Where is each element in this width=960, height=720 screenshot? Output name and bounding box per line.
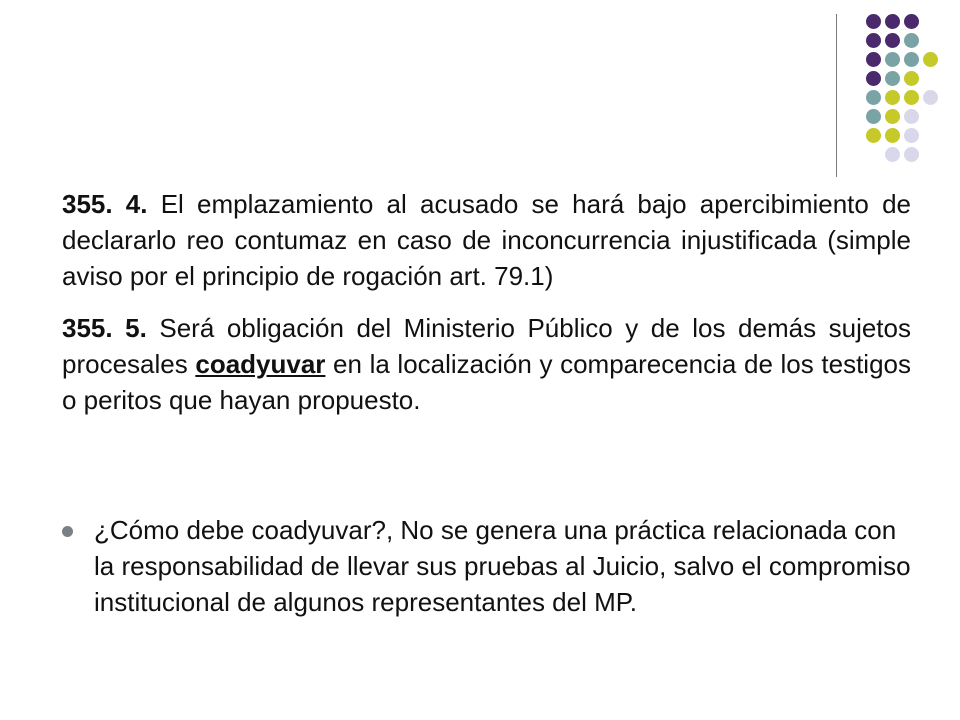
vertical-divider-line — [836, 14, 837, 177]
decorative-dot — [866, 128, 881, 143]
underlined-term: coadyuvar — [195, 349, 326, 379]
decorative-dot — [866, 90, 881, 105]
decorative-dot — [904, 128, 919, 143]
decorative-dot — [866, 14, 881, 29]
decorative-dot — [866, 71, 881, 86]
decorative-dot — [904, 147, 919, 162]
decorative-dot — [885, 33, 900, 48]
decorative-dot — [885, 109, 900, 124]
decorative-dot — [866, 33, 881, 48]
paragraph-355-4 — [62, 186, 911, 294]
paragraph-355-5 — [62, 310, 911, 418]
decorative-dot — [866, 52, 881, 67]
paragraph-number: 355. 5. — [62, 313, 147, 343]
paragraph-number: 355. 4. — [62, 189, 148, 219]
paragraph-text-after: en la localización y comparecencia de los testigos o peritos que hayan propuesto. — [62, 349, 911, 415]
decorative-dot — [923, 52, 938, 67]
decorative-dot — [904, 52, 919, 67]
bullet-item — [62, 512, 911, 620]
decorative-dot — [885, 147, 900, 162]
paragraph-text-before: Será obligación del Ministerio Público y de los demás sujetos procesales — [62, 313, 911, 379]
decorative-dot — [885, 52, 900, 67]
bullet-dot-icon — [62, 526, 73, 537]
decorative-dot — [885, 14, 900, 29]
decorative-dot — [885, 128, 900, 143]
decorative-dot — [904, 33, 919, 48]
decorative-dot — [904, 71, 919, 86]
decorative-dot — [885, 90, 900, 105]
bullet-text: ¿Cómo debe coadyuvar?, No se genera una práctica relacionada con la responsabilidad de llevar sus pruebas al Juicio, salvo el compromiso institucional de algunos representantes del MP. — [94, 515, 911, 617]
decorative-dot — [885, 71, 900, 86]
decorative-dot — [923, 90, 938, 105]
decorative-dot — [904, 14, 919, 29]
decorative-dot — [866, 109, 881, 124]
slide-body — [62, 186, 911, 418]
decorative-dot — [904, 109, 919, 124]
decorative-dot — [904, 90, 919, 105]
paragraph-text: El emplazamiento al acusado se hará bajo apercibimiento de declararlo reo contumaz en caso de inconcurrencia injustificada (simple aviso por el principio de rogación art. 79.1) — [62, 189, 911, 291]
